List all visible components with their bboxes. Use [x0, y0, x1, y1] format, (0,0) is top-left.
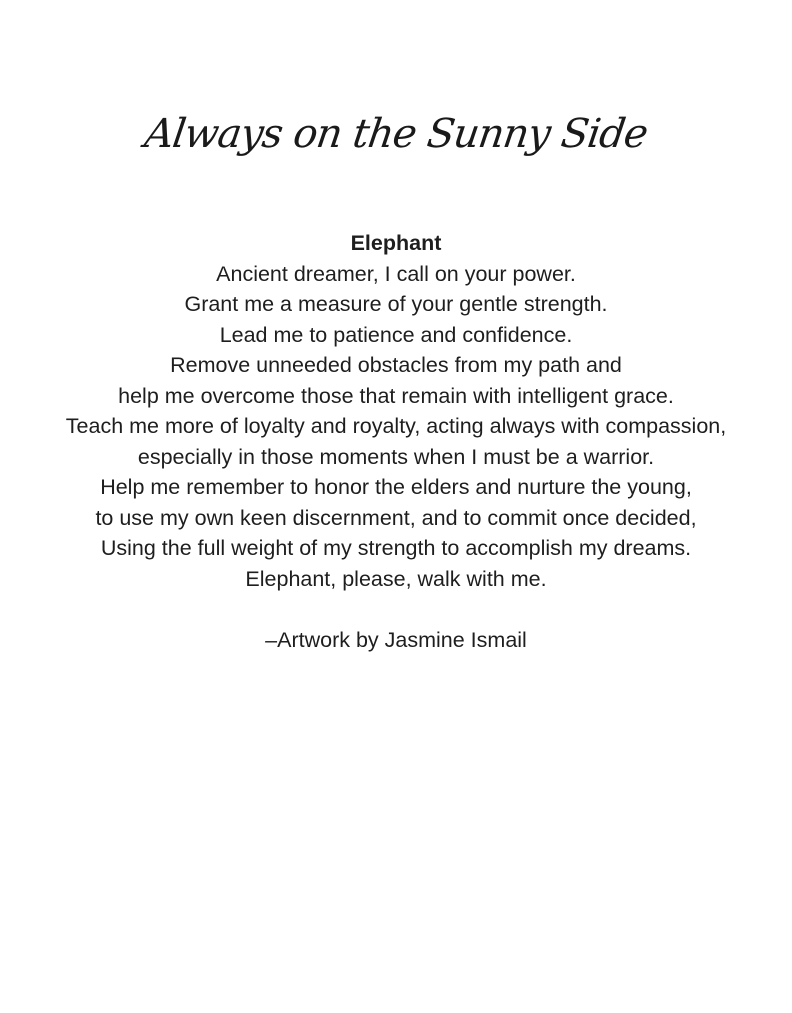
- poem-line: Teach me more of loyalty and royalty, acting always with compassion,: [65, 414, 727, 438]
- poem-line: especially in those moments when I must be a warrior.: [137, 444, 655, 469]
- poem-heading: Elephant: [350, 231, 442, 255]
- poem-line: Using the full weight of my strength to accomplish my dreams.: [100, 536, 692, 560]
- artwork-credit: –Artwork by Jasmine Ismail: [265, 628, 527, 652]
- poem-line: Grant me a measure of your gentle strength.: [184, 292, 608, 316]
- poem-line: help me overcome those that remain with intelligent grace.: [118, 383, 674, 408]
- page-title: Always on the Sunny Side: [141, 111, 651, 157]
- poem-line: Ancient dreamer, I call on your power.: [216, 261, 576, 286]
- poem-line: Lead me to patience and confidence.: [219, 322, 573, 347]
- poem-line: Elephant, please, walk with me.: [245, 566, 547, 591]
- poem-line: Help me remember to honor the elders and nurture the young,: [100, 475, 692, 499]
- poem-line: Remove unneeded obstacles from my path and: [170, 353, 622, 377]
- poem-line: to use my own keen discernment, and to commit once decided,: [95, 505, 697, 530]
- poem: [0, 228, 792, 594]
